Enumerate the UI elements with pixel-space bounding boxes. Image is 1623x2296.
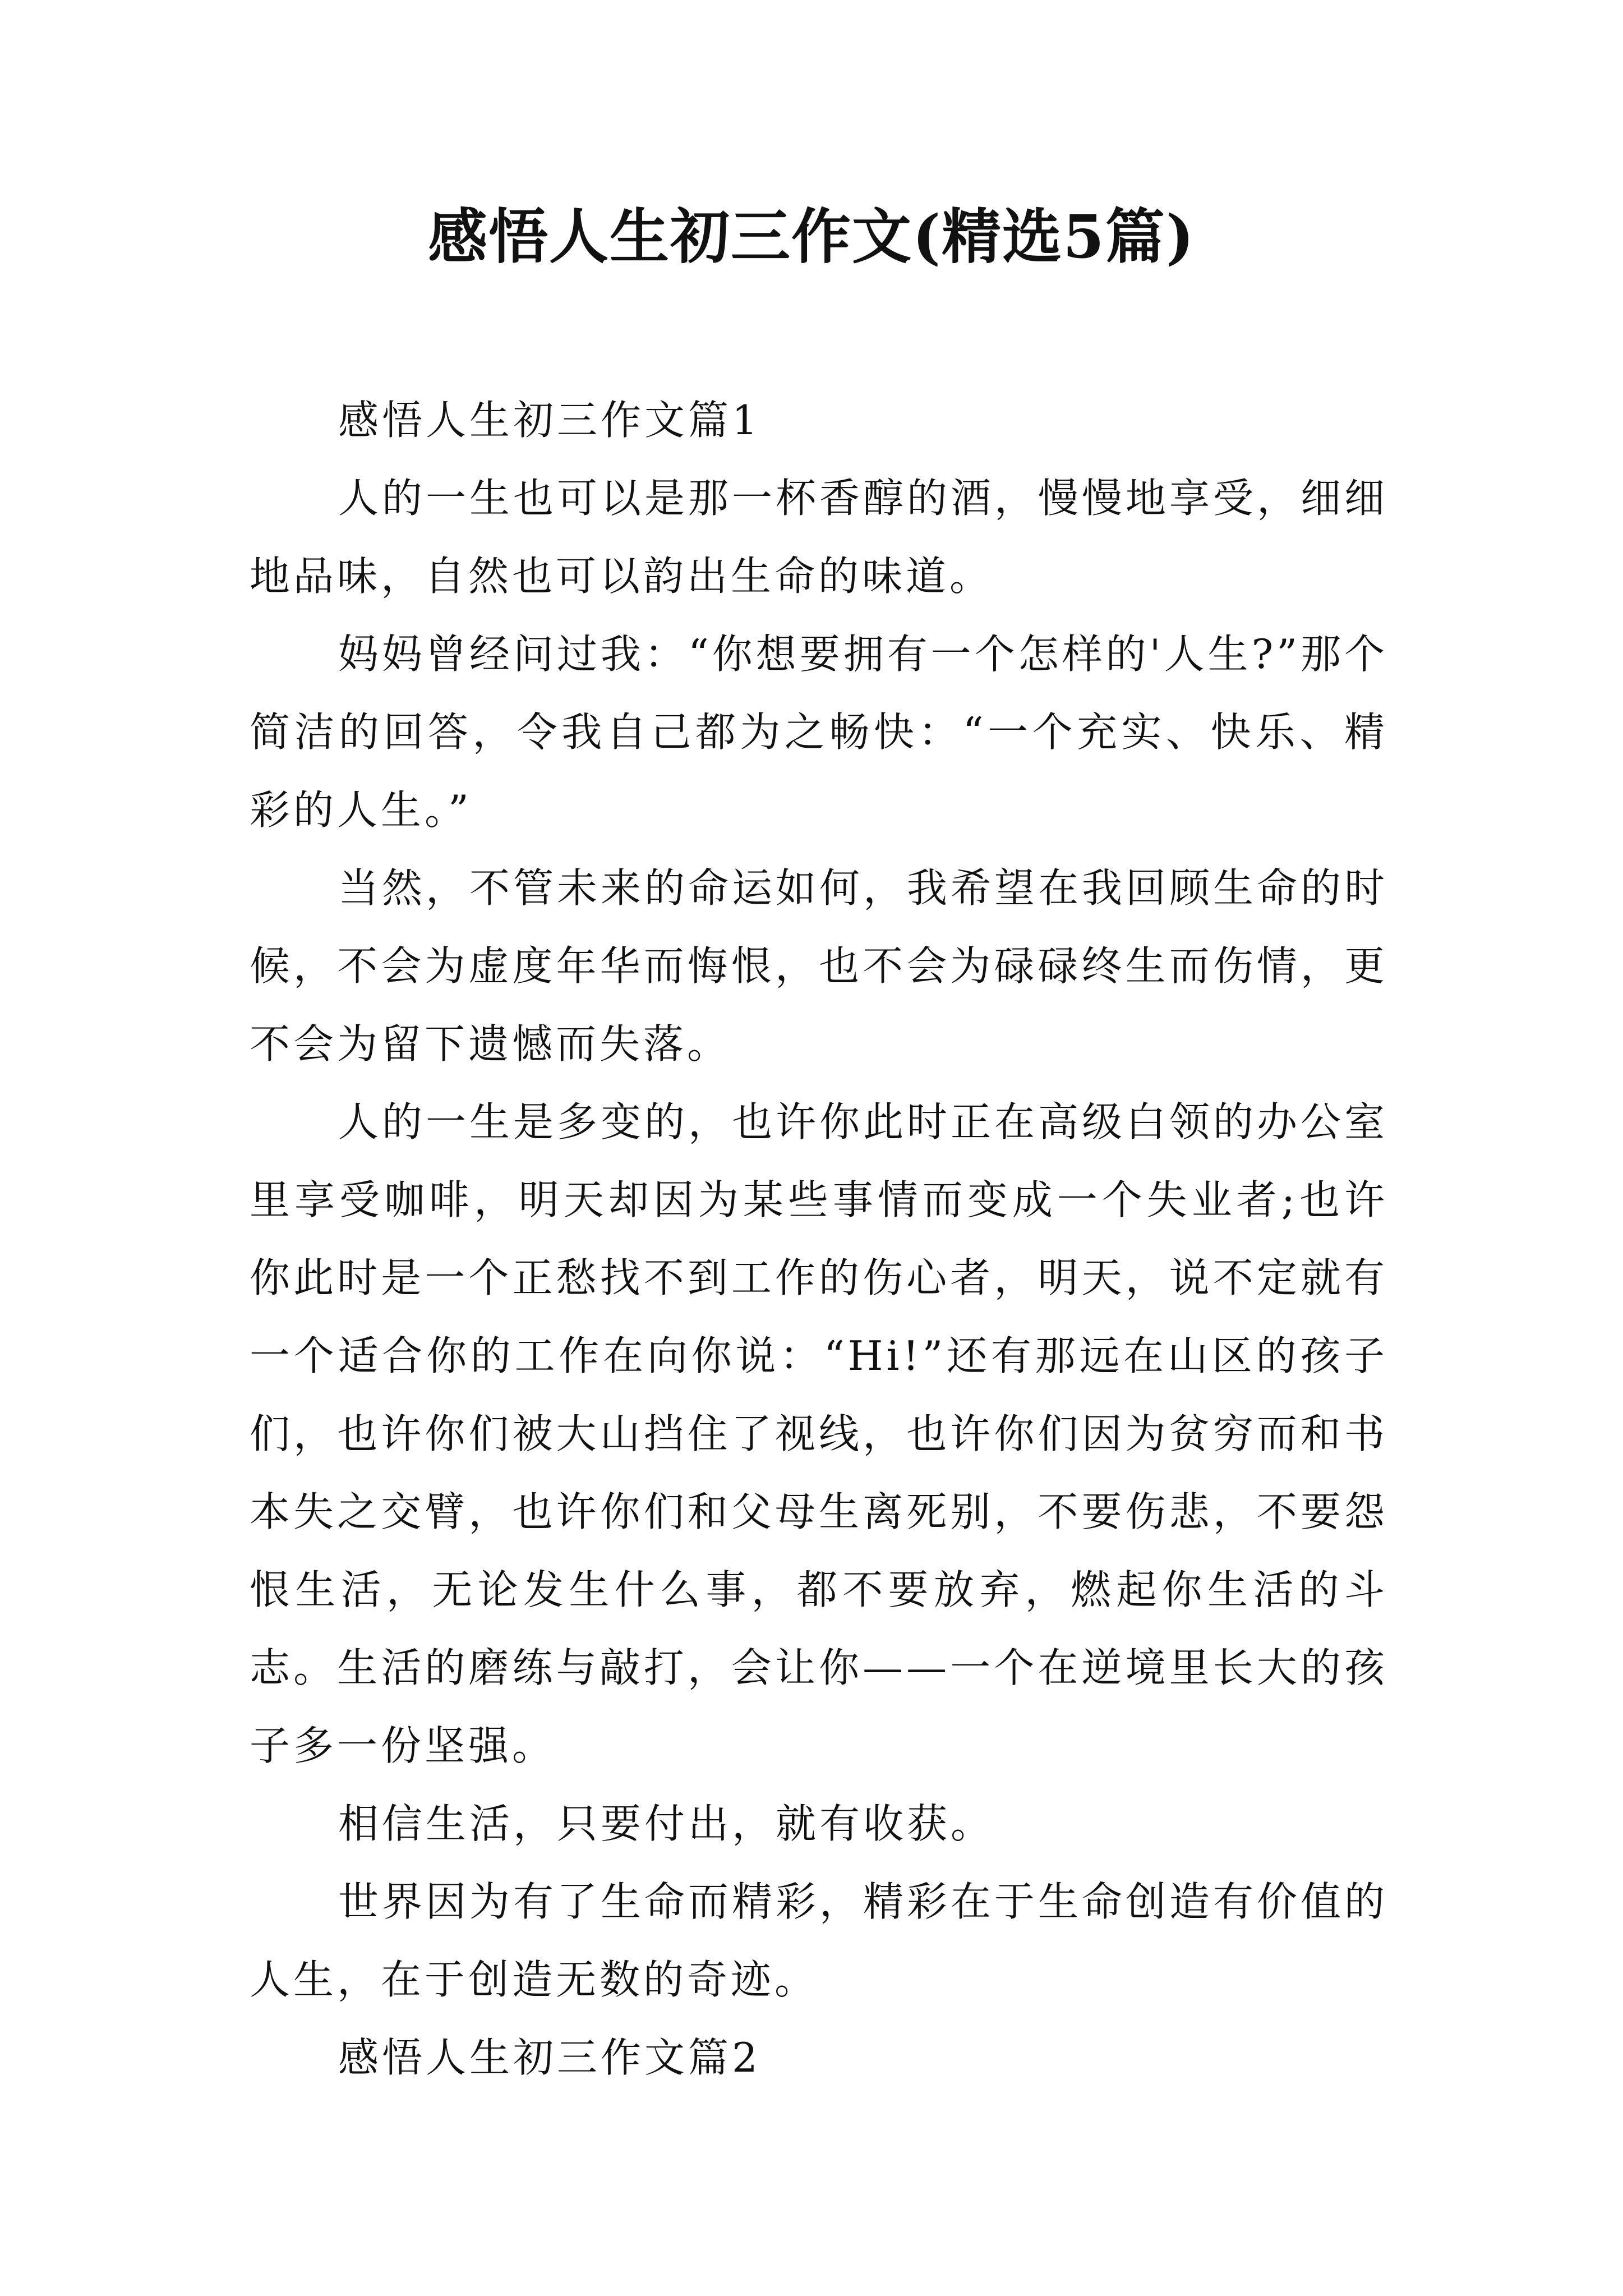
paragraph: 世界因为有了生命而精彩，精彩在于生命创造有价值的人生，在于创造无数的奇迹。 <box>250 1878 1389 2003</box>
document-body <box>250 381 1388 2097</box>
section-heading-2: 感悟人生初三作文篇2 <box>338 2034 761 2081</box>
paragraph: 人的一生也可以是那一杯香醇的酒，慢慢地享受，细细地品味，自然也可以韵出生命的味道。 <box>250 475 1389 600</box>
document-title: 感悟人生初三作文(精选5篇) <box>427 201 1196 272</box>
paragraph: 人的一生是多变的，也许你此时正在高级白领的办公室里享受咖啡，明天却因为某些事情而变成一个失业者;也许你此时是一个正愁找不到工作的伤心者，明天，说不定就有一个适合你的工作在向你说：“Hi!”还有那远在山区的孩子们，也许你们被大山挡住了视线，也许你们因为贫穷而和书本失之交臂，也许你们和父母生离死别，不要伤悲，不要怨恨生活，无论发生什么事，都不要放弃，燃起你生活的斗志。生活的磨练与敲打，会让你——一个在逆境里长大的孩子多一份坚强。 <box>250 1098 1389 1769</box>
paragraph: 相信生活，只要付出，就有收获。 <box>338 1800 995 1847</box>
paragraph: 当然，不管未来的命运如何，我希望在我回顾生命的时候，不会为虚度年华而悔恨，也不会为碌碌终生而伤情，更不会为留下遗憾而失落。 <box>250 864 1389 1068</box>
paragraph: 妈妈曾经问过我：“你想要拥有一个怎样的'人生?”那个简洁的回答，令我自己都为之畅快：“一个充实、快乐、精彩的人生。” <box>250 631 1389 834</box>
section-heading-1: 感悟人生初三作文篇1 <box>338 397 761 444</box>
